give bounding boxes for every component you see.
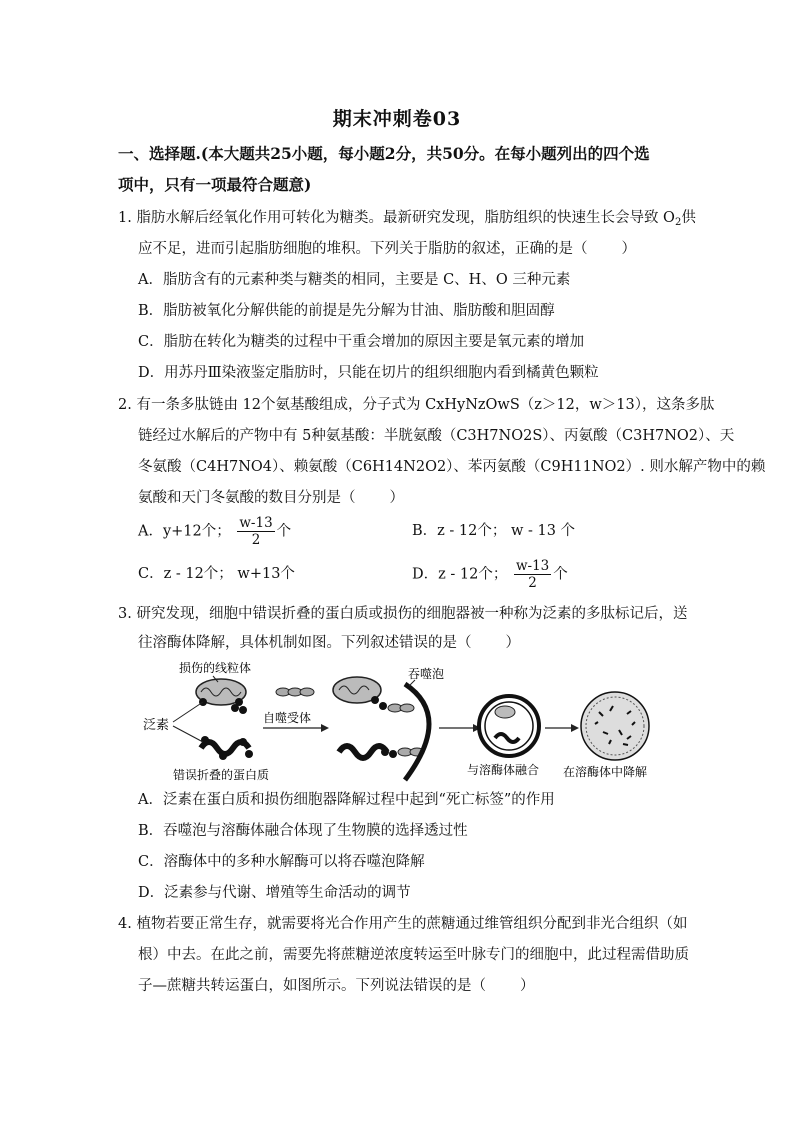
q2-line3: 冬氨酸（C4H7NO4）、赖氨酸（C6H14N2O2）、苯丙氨酸（C9H11NO2）. 则水解产物中的赖 (138, 459, 766, 475)
q2-line1: 2. 有一条多肽链由 12个氨基酸组成，分子式为 CxHyNzOwS（z＞12，w＞13），这条多肽 (118, 397, 715, 413)
autophagy-diagram (143, 656, 657, 784)
label-lysosome-degradation: 在溶酶体中降解 (563, 765, 648, 779)
q3-option-c[interactable]: C．溶酶体中的多种水解酶可以将吞噬泡降解 (138, 854, 425, 870)
misfolded-protein-icon (201, 736, 253, 760)
q1-option-a[interactable]: A．脂肪含有的元素种类与糖类的相同，主要是 C、H、O 三种元素 (138, 272, 571, 288)
q1-option-b[interactable]: B．脂肪被氧化分解供能的前提是先分解为甘油、脂肪酸和胆固醇 (138, 303, 555, 319)
label-lysosome-fusion: 与溶酶体融合 (467, 763, 540, 777)
section-heading-line1: 一、选择题.(本大题共25小题，每小题2分，共50分。在每小题列出的四个选 (118, 144, 650, 163)
q4-line2: 根）中去。在此之前，需要先将蔗糖逆浓度转运至叶脉专门的细胞中，此过程需借助质 (138, 947, 689, 963)
tagged-protein-icon (339, 746, 424, 758)
q1-option-d[interactable]: D．用苏丹Ⅲ染液鉴定脂肪时，只能在切片的组织细胞内看到橘黄色颗粒 (138, 365, 599, 381)
q2-option-b[interactable]: B．z - 12个； w - 13 个 (412, 523, 576, 539)
label-misfolded-protein: 错误折叠的蛋白质 (173, 768, 270, 782)
q3-option-a[interactable]: A．泛素在蛋白质和损伤细胞器降解过程中起到“死亡标签”的作用 (138, 792, 555, 808)
label-damaged-mitochondria: 损伤的线粒体 (179, 661, 252, 675)
q2-option-c[interactable]: C．z - 12个； w+13个 (138, 566, 295, 582)
q3-line1: 3. 研究发现，细胞中错误折叠的蛋白质或损伤的细胞器被一种称为泛素的多肽标记后，送 (118, 606, 688, 622)
tagged-mitochondrion-icon (333, 677, 414, 712)
q4-line3: 子—蔗糖共转运蛋白，如图所示。下列说法错误的是（ ） (138, 978, 535, 994)
receptor-chain-icon (276, 688, 314, 696)
q3-line2: 往溶酶体降解，具体机制如图。下列叙述错误的是（ ） (138, 635, 520, 651)
autophagosome-icon (479, 696, 539, 756)
mitochondrion-icon (196, 679, 247, 714)
phagophore-membrane (405, 684, 429, 780)
section-heading (118, 138, 708, 200)
label-autophagy-receptor: 自噬受体 (263, 711, 312, 725)
label-phagophore: 吞噬泡 (408, 667, 445, 681)
q2-option-d[interactable]: D．z - 12个； $\frac{w-13}{2}$ 个 (412, 558, 568, 591)
section-heading-line2: 项中，只有一项最符合题意) (118, 175, 312, 194)
q3-option-b[interactable]: B．吞噬泡与溶酶体融合体现了生物膜的选择透过性 (138, 823, 468, 839)
page-title: 期末冲刺卷03 (332, 108, 462, 130)
q4-line1: 4. 植物若要正常生存，就需要将光合作用产生的蔗糖通过维管组织分配到非光合组织（如 (118, 916, 688, 932)
fraction: $\frac{w-13}{2}$ (515, 558, 550, 591)
q2-line4: 氨酸和天门冬氨酸的数目分别是（ ） (138, 490, 404, 506)
q1-option-c[interactable]: C．脂肪在转化为糖类的过程中干重会增加的原因主要是氧元素的增加 (138, 334, 585, 350)
q1-line2: 应不足，进而引起脂肪细胞的堆积。下列关于脂肪的叙述，正确的是（ ） (138, 241, 636, 257)
fraction: $\frac{w-13}{2}$ (239, 515, 273, 548)
q2-option-a[interactable]: A．y+12个； $\frac{w-13}{2}$ 个 (138, 515, 292, 548)
label-ubiquitin: 泛素 (143, 718, 170, 733)
lysosome-icon (581, 692, 649, 760)
q2-line2: 链经过水解后的产物中有 5种氨基酸：半胱氨酸（C3H7NO2S）、丙氨酸（C3H7NO2）、天 (138, 428, 735, 444)
q3-option-d[interactable]: D．泛素参与代谢、增殖等生命活动的调节 (138, 885, 411, 901)
q1-line1: 1. 脂肪水解后经氧化作用可转化为糖类。最新研究发现，脂肪组织的快速生长会导致 $O_2$供 (118, 210, 696, 228)
